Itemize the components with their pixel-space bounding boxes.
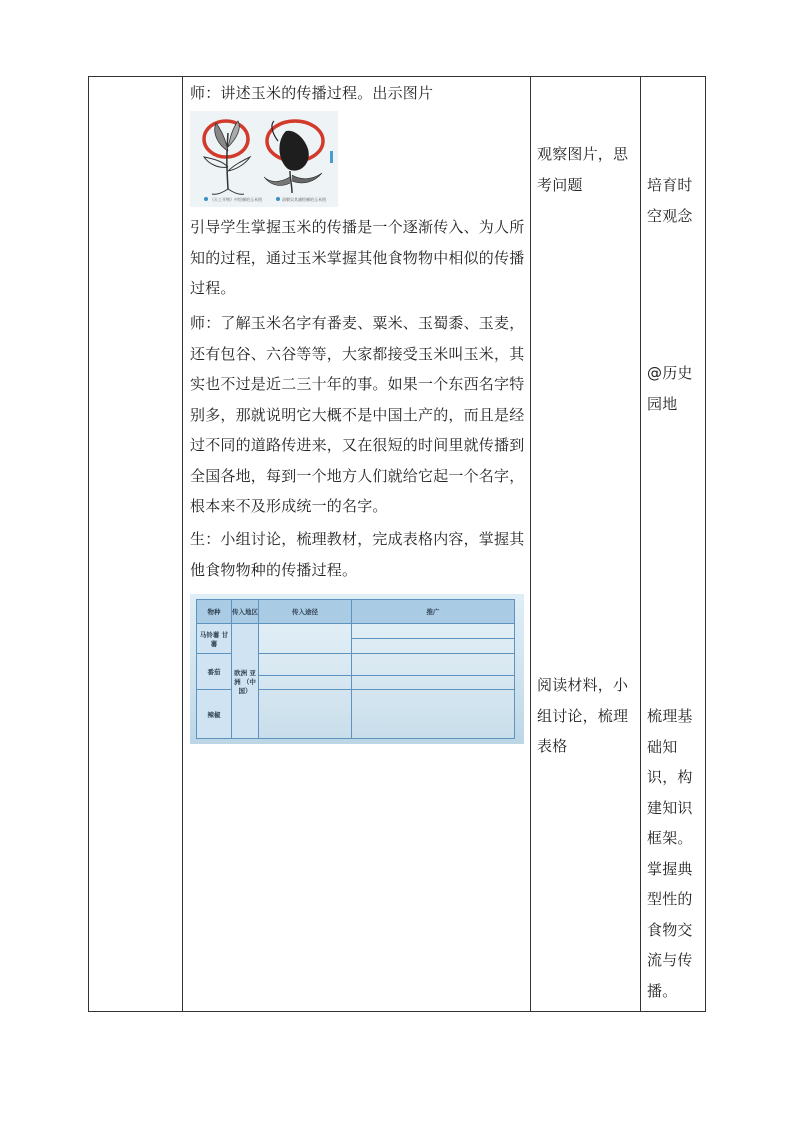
student-activity-paragraph: 生：小组讨论，梳理教材，完成表格内容，掌握其他食物物种的传播过程。: [190, 530, 525, 579]
table-cell: [259, 676, 352, 690]
column-divider: [182, 76, 183, 1012]
caption-bullet-icon: [204, 197, 208, 201]
table-cell: [259, 654, 352, 676]
region-cell: 欧洲 亚洲 （中国）: [232, 624, 259, 739]
teacher-explanation-paragraph: 师：了解玉米名字有番麦、粟米、玉蜀黍、玉麦，还有包谷、六谷等等，大家都接受玉米叫玉米，其实也不过是近二三十年的事。如果一个东西名字特别多，那就说明它大概不是中国土产的，而且是经过不同的道路传进来，又在很短的时间里就传播到全国各地，每到一个地方人们就给它起一个名字，根本来不及形成统一的名字。: [190, 314, 525, 515]
right-image-caption: 清朝吴其濬绘制的玉米图: [282, 197, 326, 202]
corn-illustrations-image: [190, 111, 338, 207]
table-header: 物种: [197, 600, 232, 624]
column-divider: [530, 76, 531, 1012]
teaching-goal-paragraph: 引导学生掌握玉米的传播是一个逐渐传入、为人所知的过程，通过玉米掌握其他食物物中相似的传播过程。: [190, 218, 525, 297]
table-row-label: 番茄: [197, 654, 232, 690]
table-cell: [352, 690, 515, 739]
corn-drawings: [190, 111, 338, 207]
table-row-label: 马铃薯 甘薯: [197, 624, 232, 654]
caption-bullet-icon: [276, 197, 280, 201]
table-cell: [352, 654, 515, 676]
student-activity-discuss: 阅读材料，小组讨论，梳理表格: [537, 676, 629, 755]
student-activity-observe: 观察图片，思考问题: [537, 145, 629, 194]
left-image-caption: 《天工开物》中绘制的玉米图: [210, 197, 262, 202]
table-cell: [352, 624, 515, 639]
design-intent-1: 培育时空观念: [647, 176, 693, 225]
table-header: 推广: [352, 600, 515, 624]
table-cell: [259, 690, 352, 739]
column-divider: [640, 76, 641, 1012]
watermark-text: @历史园地: [647, 364, 693, 413]
table-header: 传入地区: [232, 600, 259, 624]
food-spread-table-image: [190, 594, 524, 744]
design-intent-2: 梳理基础知识，构建知识框架。掌握典型性的食物交流与传播。: [647, 707, 693, 1000]
table-header: 传入途径: [259, 600, 352, 624]
table-row-label: 辣椒: [197, 690, 232, 739]
food-spread-table: [196, 599, 515, 739]
table-cell: [259, 624, 352, 654]
table-cell: [352, 639, 515, 654]
table-cell: [352, 676, 515, 690]
teacher-intro: 师：讲述玉米的传播过程。出示图片: [190, 84, 434, 102]
